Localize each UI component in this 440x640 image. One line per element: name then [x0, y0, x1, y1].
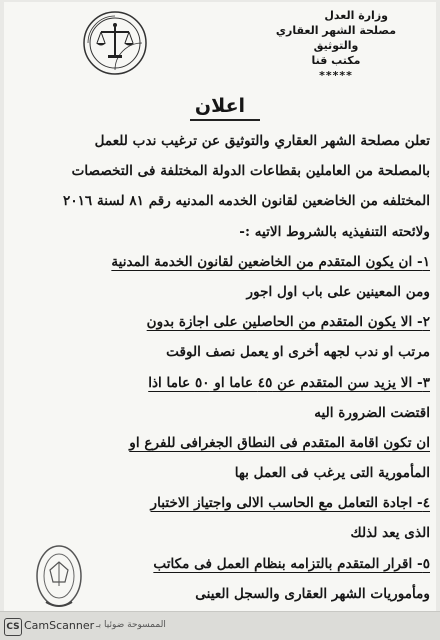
residence-condition-line: ان تكون اقامة المتقدم فى النطاق الجغرافى للفرع او [129, 434, 430, 451]
announcement-body [10, 126, 430, 609]
condition-4-line: الذى يعد لذلك [350, 525, 430, 542]
camscanner-name: CamScanner [24, 619, 95, 632]
document-page [4, 2, 436, 612]
letterhead [266, 8, 406, 83]
condition-2-line: ٢- الا يكون المتقدم من الحاصلين على اجازة بدون [146, 314, 430, 331]
condition-1-line: ١- ان يكون المتقدم من الخاضعين لقانون الخدمة المدنية [111, 253, 430, 270]
camscanner-logo-icon: CS [4, 618, 22, 636]
condition-5-line: ومأموريات الشهر العقارى والسجل العينى [195, 585, 430, 602]
condition-3-line: اقتضت الضرورة اليه [314, 404, 430, 421]
body-line: تعلن مصلحة الشهر العقاري والتوثيق عن ترغيب ندب للعمل [94, 133, 430, 149]
scanner-watermark-bar [0, 611, 440, 640]
body-line: بالمصلحة من العاملين بقطاعات الدولة المختلفة فى التخصصات [71, 163, 430, 180]
scales-of-justice-emblem-icon [82, 10, 148, 76]
announcement-title: اعلان [194, 95, 246, 117]
condition-1-line: ومن المعينين على باب اول اجور [246, 283, 430, 300]
body-line: المختلفه من الخاضعين لقانون الخدمه المدنيه رقم ٨١ لسنة ٢٠١٦ [63, 193, 430, 210]
condition-4-line: ٤- اجادة التعامل مع الحاسب الالى واجتياز الاختبار [150, 495, 430, 512]
body-line: ولائحته التنفيذيه بالشروط الاتيه :- [239, 223, 430, 240]
condition-5-line: ٥- اقرار المتقدم بالتزامه بنظام العمل فى مكاتب [153, 555, 430, 572]
scanner-caption: الممسوحة ضوئيا بـ [96, 620, 166, 630]
condition-2-line: مرتب او ندب لجهه أخرى او يعمل نصف الوقت [166, 344, 430, 361]
official-seal-stamp-icon [32, 542, 86, 614]
condition-3-line: ٣- الا يزيد سن المتقدم عن ٤٥ عاما او ٥٠ عاما اذا [148, 374, 430, 391]
residence-condition-line: المأمورية التى يرغب فى العمل بها [234, 465, 430, 482]
letterhead-mark: ***** [319, 69, 353, 82]
authority-name: مصلحة الشهر العقاري والتوثيق [275, 24, 397, 52]
title-underline [190, 119, 260, 121]
office-name: مكتب قنا [311, 54, 361, 67]
ministry-name: وزارة العدل [324, 9, 388, 22]
